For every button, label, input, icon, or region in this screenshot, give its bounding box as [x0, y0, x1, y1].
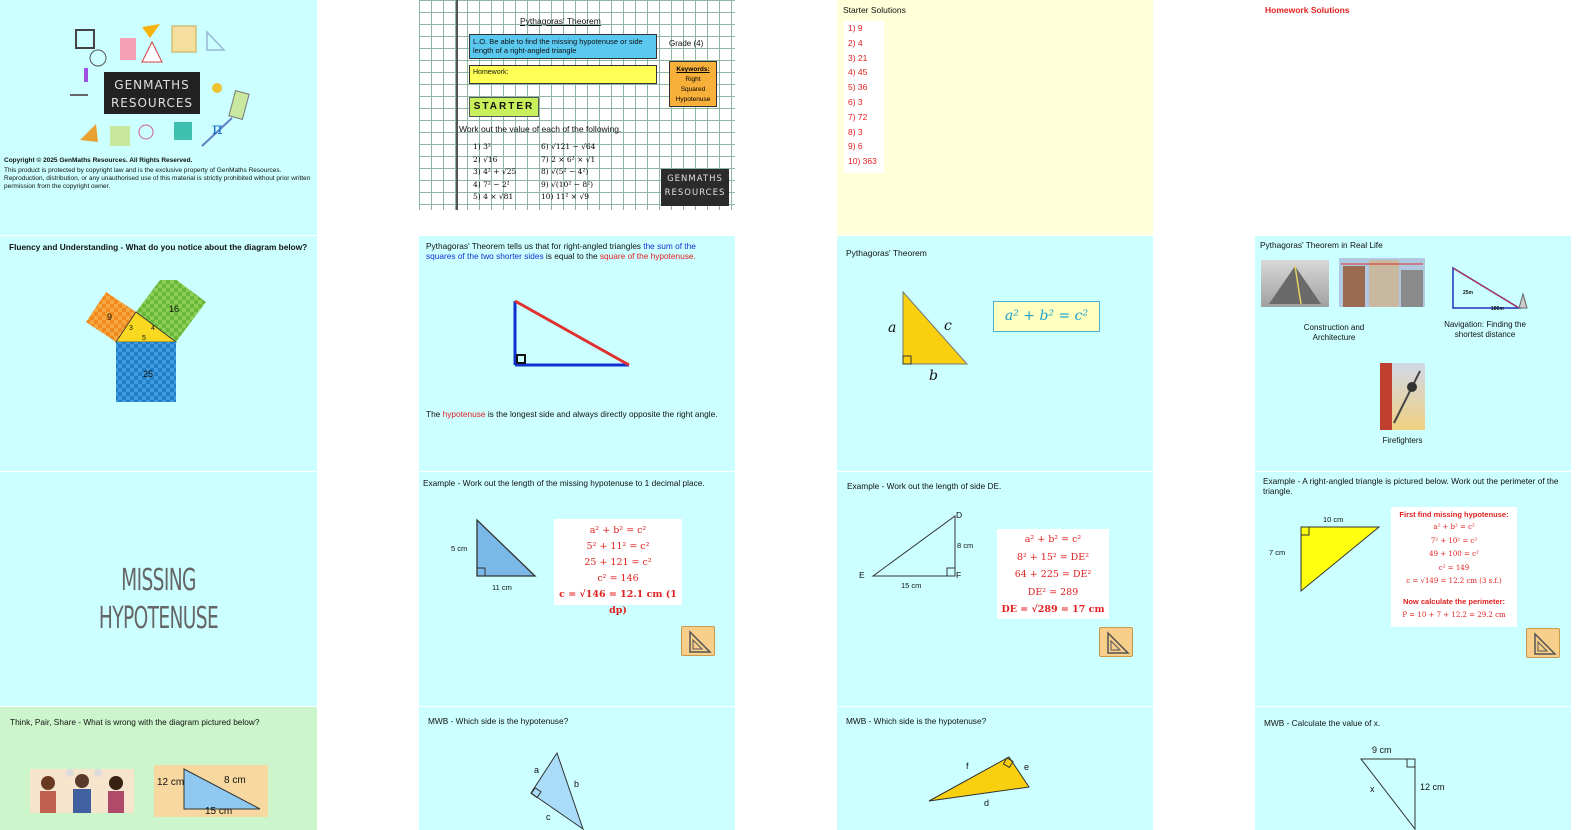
label-3: 3 [129, 325, 133, 332]
right-triangle-diagram [509, 296, 634, 371]
keyword-2: Squared [680, 86, 706, 93]
logo-line-1: GENMATHS [667, 174, 723, 184]
working-line: 8² + 15² = DE² [1016, 551, 1090, 563]
mwb-1-triangle [529, 751, 585, 830]
slide-title: MWB - Calculate the value of x. [1264, 718, 1381, 728]
text-red: square of the hypotenuse. [599, 251, 696, 262]
copyright-title: Copyright © 2025 GenMaths Resources. All Rights Reserved. [4, 157, 193, 164]
question: 5) 4 × √81 [473, 192, 514, 201]
working-line: a² + b² = c² [589, 525, 647, 536]
abc-triangle [899, 290, 969, 366]
genmaths-logo [661, 169, 729, 206]
hypotenuse-text [426, 409, 718, 419]
slide-fluency[interactable] [0, 236, 317, 471]
keywords-box [669, 61, 717, 107]
working-line: c = √146 = 12.1 cm (1 dp) [559, 589, 677, 616]
slide-example-3[interactable] [1255, 472, 1571, 706]
slide-title: Pythagoras' Theorem [520, 16, 601, 26]
solution-box [997, 529, 1109, 619]
copyright-body: This product is protected by copyright law and is the exclusive property of GenMaths Resources. Reproduction, distribution, or any unauthorised use of this material is strictly prohibited without prior written permission from the copyright owner. [4, 167, 311, 191]
slide-starter-solutions[interactable] [837, 0, 1153, 235]
solution-box [554, 519, 682, 616]
label-4: 4 [151, 325, 155, 332]
learning-objective: L.O. Be able to find the missing hypotenuse or side length of a right-angled triangle [469, 34, 657, 59]
label-a: a [888, 320, 897, 336]
slide-theorem[interactable] [837, 236, 1153, 471]
text-mid: is equal to the [543, 251, 600, 262]
solution-head-1: First find missing hypotenuse: [1399, 510, 1509, 519]
question: 7) 2 × 6² × √1 [541, 154, 596, 164]
side-5cm: 5 cm [451, 544, 468, 553]
nav-180m: 180m [1491, 306, 1504, 312]
example-2-triangle [871, 514, 957, 578]
keyword-heading: Keywords: [676, 66, 710, 73]
side-c: c [546, 812, 551, 822]
nav-25m: 25m [1463, 290, 1474, 296]
example-1-triangle [475, 518, 537, 580]
solution-box [1391, 507, 1517, 627]
side-d: d [984, 798, 990, 808]
working-line: c² = 149 [1438, 563, 1470, 572]
question: 8) √(5² − 4²) [541, 167, 589, 176]
side-15cm: 15 cm [901, 581, 922, 590]
side-8cm: 8 cm [224, 775, 246, 786]
side-7cm: 7 cm [1269, 548, 1286, 557]
slide-real-life[interactable] [1255, 236, 1571, 471]
slide-title: Think, Pair, Share - What is wrong with the diagram pictured below? [10, 717, 260, 727]
slide-mwb-1[interactable] [419, 707, 735, 830]
label-c: c [944, 318, 952, 334]
answer: 1) 9 [848, 23, 863, 33]
starter-label: STARTER [469, 97, 539, 117]
questions-left [473, 141, 516, 204]
set-square-icon [682, 627, 716, 657]
formula-box: a² + b² = c² [993, 301, 1100, 332]
slide-cover[interactable] [0, 0, 317, 235]
side-11cm: 11 cm [492, 583, 512, 592]
slide-mwb-3[interactable] [1255, 707, 1571, 830]
answer: 8) 3 [848, 126, 863, 137]
label-25: 25 [143, 369, 154, 379]
firefighter-photo [1380, 363, 1425, 430]
text-pre: Pythagoras' Theorem tells us that for right-angled triangles [426, 241, 644, 251]
slide-example-1[interactable] [419, 472, 735, 706]
question: 10) 11² × √9 [541, 192, 590, 201]
label-16: 16 [169, 304, 180, 314]
side-8cm: 8 cm [957, 541, 974, 550]
starter-instruction: Work out the value of each of the following. [459, 124, 622, 134]
text-red: hypotenuse [442, 409, 486, 419]
side-e: e [1024, 762, 1030, 772]
answers-list [844, 21, 884, 173]
questions-right [541, 141, 596, 204]
working-line: c² = 146 [597, 573, 639, 584]
slide-title: MWB - Which side is the hypotenuse? [846, 716, 987, 726]
keyword-3: Hypotenuse [675, 96, 711, 103]
perimeter-line: P = 10 + 7 + 12.2 = 29.2 cm [1402, 610, 1506, 619]
slide-mwb-2[interactable] [837, 707, 1153, 830]
working-line: DE = √289 = 17 cm [1001, 604, 1105, 615]
side-9cm: 9 cm [1372, 745, 1392, 755]
working-line: 64 + 225 = DE² [1014, 569, 1092, 580]
working-line: 5² + 11² = c² [586, 541, 650, 552]
slide-homework-solutions[interactable] [1255, 0, 1571, 235]
label-5: 5 [142, 335, 146, 342]
side-a: a [534, 765, 540, 775]
question: 4) 7² − 2² [473, 179, 510, 189]
slide-think-pair-share[interactable] [0, 707, 317, 830]
text-blue: the sum of the squares of the two shorter sides [426, 241, 696, 262]
svg-text:π: π [212, 119, 223, 138]
label-b: b [929, 368, 938, 384]
working-line: a² + b² = c² [1433, 523, 1475, 531]
side-15cm: 15 cm [205, 806, 233, 817]
answer: 3) 21 [848, 52, 868, 63]
mwb-3-triangle [1359, 757, 1417, 830]
working-line: c = √149 = 12.2 cm (3 s.f.) [1406, 577, 1502, 585]
answer: 2) 4 [848, 37, 863, 48]
question: 9) √(10² − 8²) [541, 179, 594, 189]
answer: 6) 3 [848, 96, 863, 107]
answer: 4) 45 [848, 67, 868, 78]
genmaths-logo [104, 73, 200, 115]
answer: 9) 6 [848, 141, 863, 152]
thinking-people-image [30, 769, 134, 813]
pyramid-photo [1261, 260, 1329, 307]
side-10cm: 10 cm [1323, 515, 1344, 524]
definition-text [426, 241, 726, 262]
caption-construction: Construction and Architecture [1303, 323, 1365, 342]
question: 2) √16 [473, 154, 498, 164]
slide-title: Example - Work out the length of the missing hypotenuse to 1 decimal place. [423, 478, 705, 488]
homework-box: Homework: [469, 65, 657, 84]
side-b: b [574, 779, 580, 789]
slide-title: Pythagoras' Theorem [846, 248, 927, 258]
logo-line-2: RESOURCES [664, 188, 726, 198]
logo-line-1: GENMATHS [114, 78, 190, 92]
navigation-diagram [1449, 262, 1529, 312]
working-line: 49 + 100 = c² [1429, 550, 1479, 558]
side-x: x [1370, 784, 1375, 794]
slide-title-starter[interactable] [419, 0, 735, 210]
slide-example-2[interactable] [837, 472, 1153, 706]
slide-title: Example - Work out the length of side DE. [847, 481, 1002, 491]
answer: 7) 72 [848, 111, 868, 122]
mwb-2-triangle [927, 755, 1031, 803]
slide-title: MWB - Which side is the hypotenuse? [428, 716, 569, 726]
side-f: f [966, 761, 969, 771]
slide-title: Homework Solutions [1265, 5, 1350, 15]
working-line: a² + b² = c² [1024, 534, 1082, 545]
question: 3) 4² + √25 [473, 167, 517, 176]
text-post: is the longest side and always directly opposite the right angle. [485, 409, 718, 419]
pythagoras-squares-diagram [82, 280, 212, 410]
set-square-icon [1527, 629, 1561, 659]
set-square-button[interactable] [681, 626, 715, 656]
slide-title: Pythagoras' Theorem in Real Life [1260, 240, 1383, 250]
text-pre: The [426, 409, 443, 419]
margin-line [456, 0, 458, 210]
example-3-triangle [1299, 525, 1381, 593]
caption-firefighters: Firefighters [1382, 436, 1423, 445]
question: 6) √121 − √64 [541, 142, 596, 151]
label-9: 9 [107, 312, 113, 322]
logo-line-2: RESOURCES [110, 96, 194, 110]
slide-section-title[interactable] [0, 472, 317, 706]
keyword-1: Right [685, 76, 701, 83]
section-title: MISSING HYPOTENUSE [98, 563, 219, 636]
vertex-d: D [956, 510, 963, 520]
set-square-icon [1100, 628, 1134, 658]
answer: 5) 36 [848, 82, 868, 93]
solution-head-2: Now calculate the perimeter: [1402, 596, 1506, 606]
set-square-button[interactable] [1526, 628, 1560, 658]
working-line: 7² + 10² = c² [1430, 536, 1478, 545]
vertex-f: F [956, 570, 962, 580]
slide-title: Example - A right-angled triangle is pictured below. Work out the perimeter of the triangle. [1263, 476, 1559, 497]
answer: 10) 363 [848, 156, 877, 167]
building-photo [1339, 258, 1425, 307]
slide-definition[interactable] [419, 236, 735, 471]
grade-label: Grade (4) [669, 39, 704, 48]
question: 1) 3² [473, 142, 491, 151]
caption-navigation: Navigation: Finding the shortest distance [1444, 320, 1526, 339]
side-12cm: 12 cm [157, 777, 185, 788]
working-line: 25 + 121 = c² [584, 557, 652, 568]
slide-title: Fluency and Understanding - What do you notice about the diagram below? [9, 242, 308, 252]
set-square-button[interactable] [1099, 627, 1133, 657]
working-line: DE² = 289 [1027, 586, 1079, 598]
vertex-e: E [859, 570, 865, 580]
slide-title: Starter Solutions [843, 5, 906, 15]
side-12cm: 12 cm [1420, 782, 1445, 792]
